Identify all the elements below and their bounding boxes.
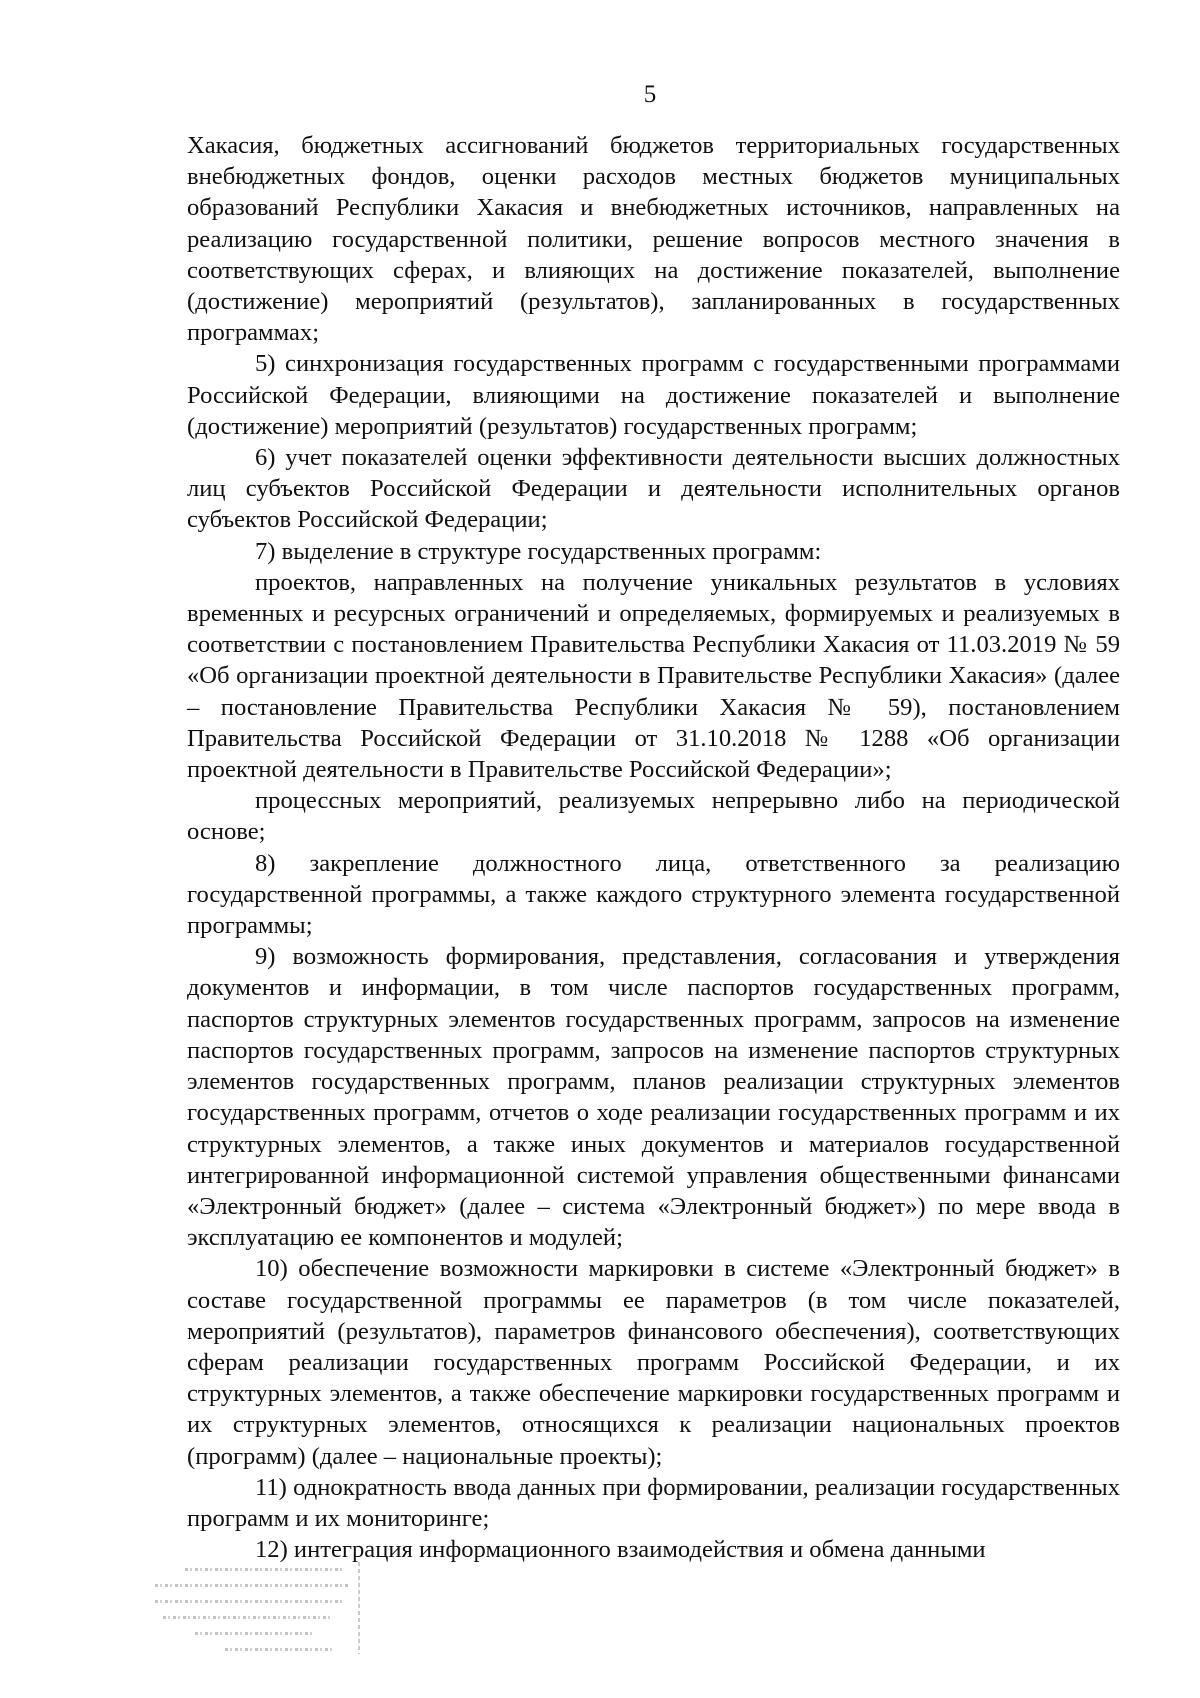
paragraph-item-12: 12) интеграция информационного взаимодействия и обмена данными [255, 1536, 986, 1564]
page-number: 5 [643, 81, 657, 108]
paragraph-item-7-process: процессных мероприятий, реализуемых непрерывно либо на периодической основе; [187, 787, 1120, 846]
document-body [187, 130, 1120, 1565]
paragraph-item-9: 9) возможность формирования, представления, согласования и утверждения документов и информации, в том числе паспортов государственных программ, паспортов структурных элементов государственных программ, запросов на изменение паспортов государственных программ, запросов на изменение паспортов структурных элементов государственных программ, планов реализации структурных элементов государственных программ, отчетов о ходе реализации государственных программ и их структурных элементов, а также иных документов и материалов государственной интегрированной информационной системой управления общественными финансами «Электронный бюджет» (далее – система «Электронный бюджет») по мере ввода в эксплуатацию ее компонентов и модулей; [187, 943, 1120, 1252]
paragraph-item-5: 5) синхронизация государственных программ с государственными программами Российской Федерации, влияющими на достижение показателей и выполнение (достижение) мероприятий (результатов) государственных программ; [187, 350, 1120, 440]
paragraph-continuation: Хакасия, бюджетных ассигнований бюджетов территориальных государственных внебюджетных фондов, оценки расходов местных бюджетов муниципальных образований Республики Хакасия и внебюджетных источников, направленных на реализацию государственной политики, решение вопросов местного значения в соответствующих сферах, и влияющих на достижение показателей, выполнение (достижение) мероприятий (результатов), запланированных в государственных программах; [187, 132, 1120, 347]
faded-stamp [155, 1562, 360, 1654]
paragraph-item-7-projects: проектов, направленных на получение уникальных результатов в условиях временных и ресурсных ограничений и определяемых, формируемых и реализуемых в соответствии с постановлением Правительства Республики Хакасия от 11.03.2019 № 59 «Об организации проектной деятельности в Правительстве Республики Хакасия» (далее – постановление Правительства Республики Хакасия № 59), постановлением Правительства Российской Федерации от 31.10.2018 № 1288 «Об организации проектной деятельности в Правительстве Российской Федерации»; [187, 568, 1120, 784]
paragraph-item-11: 11) однократность ввода данных при формировании, реализации государственных программ и их мониторинге; [187, 1473, 1120, 1532]
paragraph-item-8: 8) закрепление должностного лица, ответственного за реализацию государственной программы, а также каждого структурного элемента государственной программы; [187, 849, 1120, 940]
paragraph-item-10: 10) обеспечение возможности маркировки в системе «Электронный бюджет» в составе государственной программы ее параметров (в том числе показателей, мероприятий (результатов), параметров финансового обеспечения), соответствующих сферам реализации государственных программ Российской Федерации, и их структурных элементов, а также обеспечение маркировки государственных программ и их структурных элементов, относящихся к реализации национальных проектов (программ) (далее – национальные проекты); [187, 1255, 1120, 1470]
paragraph-item-6: 6) учет показателей оценки эффективности деятельности высших должностных лиц субъектов Российской Федерации и деятельности исполнительных органов субъектов Российской Федерации; [187, 444, 1120, 534]
paragraph-item-7: 7) выделение в структуре государственных программ: [255, 537, 822, 565]
